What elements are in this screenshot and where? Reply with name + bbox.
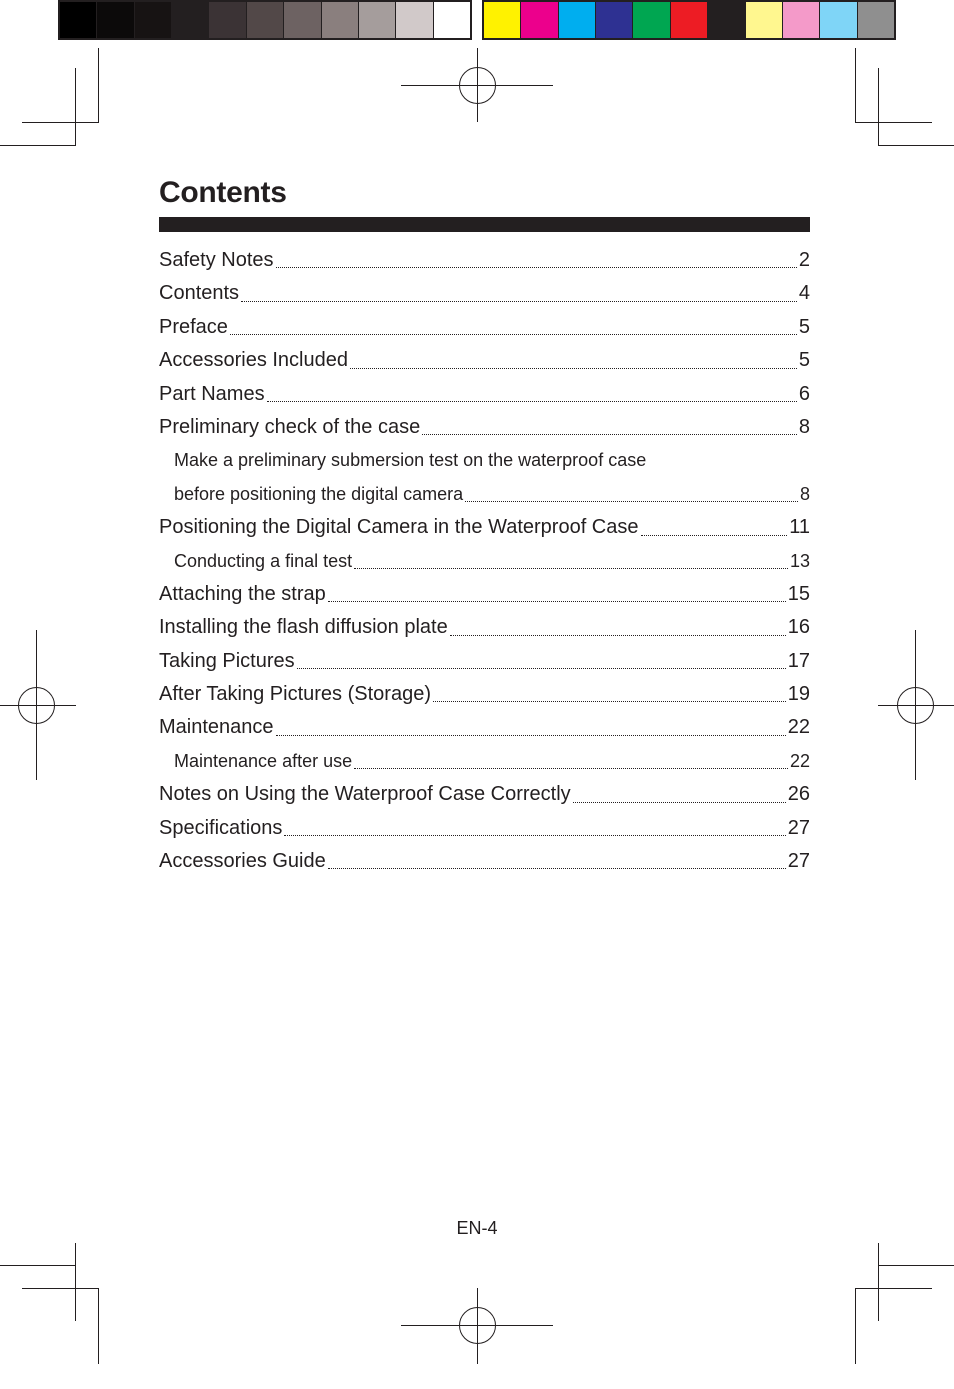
color-swatch bbox=[746, 2, 783, 38]
dot-leader bbox=[350, 367, 797, 369]
toc-entry[interactable] bbox=[159, 845, 810, 878]
color-swatch bbox=[858, 2, 894, 38]
toc-entry[interactable] bbox=[159, 378, 810, 411]
dot-leader bbox=[284, 834, 785, 836]
color-swatch bbox=[322, 2, 359, 38]
color-swatch bbox=[209, 2, 246, 38]
color-swatch bbox=[521, 2, 558, 38]
toc-entry-label: Safety Notes bbox=[159, 249, 274, 271]
toc-entry-page: 8 bbox=[798, 415, 810, 438]
toc-entry[interactable] bbox=[159, 511, 810, 544]
toc-entry[interactable] bbox=[159, 678, 810, 711]
toc-entry-page: 15 bbox=[787, 582, 810, 605]
color-swatch bbox=[484, 2, 521, 38]
page-number: EN-4 bbox=[456, 1218, 498, 1238]
dot-leader bbox=[465, 500, 798, 502]
color-swatch bbox=[596, 2, 633, 38]
dot-leader bbox=[276, 266, 797, 268]
toc-entry-page: 17 bbox=[787, 649, 810, 672]
toc-entry-page: 26 bbox=[787, 783, 810, 806]
toc-entry-page: 19 bbox=[787, 683, 810, 706]
toc-entry-page: 22 bbox=[789, 750, 810, 771]
toc-entry-label: Make a preliminary submersion test on the waterproof case bbox=[174, 450, 647, 471]
dot-leader bbox=[276, 734, 786, 736]
dot-leader bbox=[241, 300, 797, 302]
dot-leader bbox=[573, 801, 786, 803]
toc-entry-label: After Taking Pictures (Storage) bbox=[159, 683, 431, 706]
dot-leader bbox=[354, 567, 788, 569]
toc-entry-label: Taking Pictures bbox=[159, 649, 295, 672]
dot-leader bbox=[267, 400, 797, 402]
toc-entry-page: 11 bbox=[789, 516, 810, 539]
toc-entry-page: 5 bbox=[798, 315, 810, 338]
toc-entry-page: 6 bbox=[798, 382, 810, 405]
color-swatch bbox=[97, 2, 134, 38]
toc-entry-label: Contents bbox=[159, 282, 240, 305]
toc-entry[interactable] bbox=[159, 545, 810, 578]
color-swatch bbox=[820, 2, 857, 38]
toc-entry-page: 22 bbox=[787, 716, 810, 739]
toc-entry-label: Maintenance after use bbox=[174, 750, 353, 771]
toc-entry-label: Preface bbox=[159, 315, 228, 338]
toc-entry-page: 27 bbox=[787, 816, 810, 839]
toc-entry[interactable] bbox=[159, 277, 810, 310]
dot-leader bbox=[297, 667, 786, 669]
toc-entry[interactable] bbox=[159, 711, 810, 744]
toc-entry-label: Installing the flash diffusion plate bbox=[159, 616, 448, 639]
toc-entry[interactable] bbox=[159, 444, 810, 477]
color-swatch bbox=[559, 2, 596, 38]
dot-leader bbox=[328, 867, 786, 869]
dot-leader bbox=[450, 634, 786, 636]
toc-entry-page: 13 bbox=[789, 550, 810, 571]
color-swatch bbox=[396, 2, 433, 38]
toc-entry-label: Conducting a final test bbox=[174, 550, 353, 571]
grayscale-calibration-strip bbox=[58, 0, 472, 40]
toc-entry[interactable] bbox=[159, 478, 810, 511]
color-swatch bbox=[359, 2, 396, 38]
color-swatch bbox=[708, 2, 745, 38]
toc-entry[interactable] bbox=[159, 411, 810, 444]
color-swatch bbox=[783, 2, 820, 38]
color-swatch bbox=[633, 2, 670, 38]
color-swatch bbox=[434, 2, 470, 38]
color-swatch bbox=[60, 2, 97, 38]
table-of-contents bbox=[159, 244, 810, 878]
toc-entry[interactable] bbox=[159, 745, 810, 778]
toc-entry-label: Specifications bbox=[159, 816, 283, 839]
title-rule bbox=[159, 217, 810, 232]
toc-entry[interactable] bbox=[159, 812, 810, 845]
toc-entry[interactable] bbox=[159, 645, 810, 678]
toc-entry-label: Notes on Using the Waterproof Case Correctly bbox=[159, 783, 571, 806]
toc-entry[interactable] bbox=[159, 244, 810, 277]
toc-entry[interactable] bbox=[159, 344, 810, 377]
toc-entry-page: 4 bbox=[798, 282, 810, 305]
color-swatch bbox=[671, 2, 708, 38]
toc-entry-page: 27 bbox=[787, 850, 810, 873]
dot-leader bbox=[328, 600, 786, 602]
toc-entry-label: Positioning the Digital Camera in the Waterproof Case bbox=[159, 516, 639, 539]
toc-entry-label: Preliminary check of the case bbox=[159, 415, 421, 438]
toc-entry[interactable] bbox=[159, 778, 810, 811]
dot-leader bbox=[354, 767, 788, 769]
toc-entry-page: 16 bbox=[787, 616, 810, 639]
color-swatch bbox=[135, 2, 172, 38]
toc-entry[interactable] bbox=[159, 611, 810, 644]
toc-entry-page: 2 bbox=[798, 249, 810, 271]
toc-entry[interactable] bbox=[159, 578, 810, 611]
toc-entry-page: 8 bbox=[799, 483, 810, 504]
dot-leader bbox=[433, 700, 786, 702]
toc-entry-label: before positioning the digital camera bbox=[174, 483, 464, 504]
color-swatch bbox=[172, 2, 209, 38]
dot-leader bbox=[230, 333, 797, 335]
dot-leader bbox=[422, 433, 797, 435]
toc-entry-label: Attaching the strap bbox=[159, 582, 326, 605]
toc-entry-label: Part Names bbox=[159, 382, 265, 405]
color-calibration-strip bbox=[482, 0, 896, 40]
toc-entry-page: 5 bbox=[798, 349, 810, 372]
color-swatch bbox=[247, 2, 284, 38]
toc-entry[interactable] bbox=[159, 311, 810, 344]
toc-entry-label: Accessories Guide bbox=[159, 850, 326, 873]
toc-entry-label: Accessories Included bbox=[159, 349, 348, 372]
color-swatch bbox=[284, 2, 321, 38]
page-title: Contents bbox=[159, 176, 287, 209]
toc-entry-label: Maintenance bbox=[159, 716, 274, 739]
dot-leader bbox=[641, 534, 788, 536]
